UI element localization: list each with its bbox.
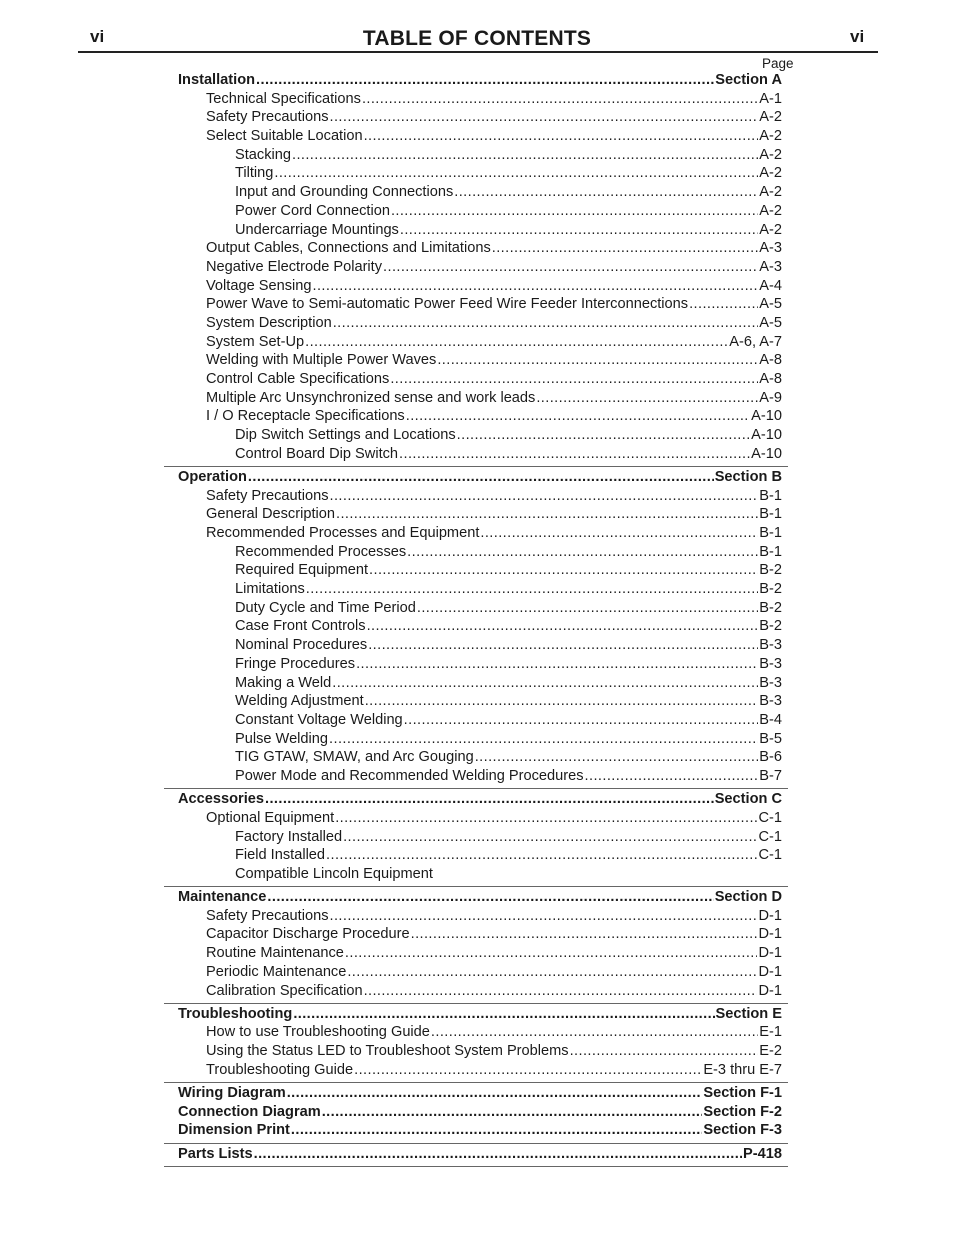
toc-entry-page: Section A [715,72,782,88]
toc-entry-title: Tilting [235,165,274,182]
dot-leader [404,712,759,728]
toc-entry-title: Routine Maintenance [206,945,344,962]
toc-entry-title: Maintenance [178,889,267,906]
section-divider [164,466,788,467]
toc-entry-title: TIG GTAW, SMAW, and Arc Gouging [235,749,474,766]
toc-entry[interactable] [178,866,782,885]
toc-entry[interactable] [178,768,782,787]
toc-entry-page: A-5 [759,314,782,331]
dot-leader [335,810,757,826]
toc-entry-page: B-3 [759,637,782,654]
toc-entry-page: A-2 [759,128,782,145]
dot-leader [365,693,759,709]
toc-entry-page: A-4 [759,277,782,294]
dot-leader [347,964,757,980]
dot-leader [454,184,758,200]
toc-entry-title: Pulse Welding [235,730,329,747]
toc-entry-title: Fringe Procedures [235,655,356,672]
toc-entry-page: B-2 [759,581,782,598]
toc-entry-page: D-1 [758,926,782,943]
toc-entry-title: Dip Switch Settings and Locations [235,427,456,444]
toc-entry[interactable] [178,147,782,166]
toc-entry-title: System Description [206,314,332,331]
dot-leader [293,1006,714,1022]
toc-entry-page: A-6, A-7 [729,333,782,350]
section-divider [164,1082,788,1083]
toc-entry-title: Safety Precautions [206,907,329,924]
toc-entry-title: Undercarriage Mountings [235,221,399,238]
toc-entry-title: Operation [178,468,247,485]
toc-entry-page: A-10 [751,445,782,462]
toc-section-entry[interactable] [178,1146,782,1165]
toc-entry[interactable] [178,334,782,353]
toc-entry-title: Power Cord Connection [235,202,390,219]
dot-leader [417,600,758,616]
toc-entry-title: Dimension Print [178,1122,290,1139]
toc-entry-title: Recommended Processes [235,543,407,560]
toc-entry[interactable] [178,222,782,241]
dot-leader [368,637,758,653]
toc-entry-page: A-8 [759,352,782,369]
toc-entry[interactable] [178,488,782,507]
dot-leader [536,390,758,406]
toc-entry-title: Nominal Procedures [235,637,368,654]
toc-entry-page: A-1 [759,90,782,107]
toc-entry-title: Field Installed [235,847,326,864]
dot-leader [411,926,758,942]
toc-entry[interactable] [178,427,782,446]
toc-entry[interactable] [178,352,782,371]
toc-entry-title: Calibration Specification [206,982,363,999]
dot-leader [336,506,758,522]
dot-leader [431,1024,758,1040]
toc-entry[interactable] [178,600,782,619]
toc-entry-page: A-3 [759,258,782,275]
toc-entry-title: Select Suitable Location [206,128,363,145]
dot-leader [330,488,759,504]
toc-entry-page: B-5 [759,730,782,747]
toc-entry[interactable] [178,562,782,581]
toc-entry-title: Voltage Sensing [206,277,312,294]
toc-entry[interactable] [178,749,782,768]
toc-entry[interactable] [178,203,782,222]
toc-entry-title: Parts Lists [178,1145,253,1162]
toc-entry-title: Optional Equipment [206,809,335,826]
toc-entry-page: A-8 [759,371,782,387]
toc-entry-page: E-3 thru E-7 [703,1061,782,1078]
toc-entry[interactable] [178,128,782,147]
title-rule [78,51,878,53]
toc-entry-page: B-1 [759,525,782,541]
toc-section-entry[interactable] [178,889,782,908]
toc-entry-title: Using the Status LED to Troubleshoot System Problems [206,1043,569,1060]
toc-entry-page: C-1 [758,809,782,826]
toc-entry-page: A-2 [759,165,782,182]
toc-entry-page: C-1 [758,828,782,845]
toc-entry-page: Section C [714,791,782,808]
toc-entry-page: B-2 [759,599,782,616]
toc-entry-title: System Set-Up [206,333,305,350]
dot-leader [367,618,759,634]
toc-entry[interactable] [178,544,782,563]
toc-entry-title: Constant Voltage Welding [235,711,403,728]
toc-entry-page: P-418 [743,1145,782,1162]
dot-leader [292,147,758,163]
toc-entry[interactable] [178,581,782,600]
toc-entry[interactable] [178,810,782,829]
toc-entry[interactable] [178,1062,782,1081]
toc-entry[interactable] [178,712,782,731]
dot-leader [356,656,758,672]
toc-entry[interactable] [178,1043,782,1062]
toc-entry-page: A-9 [759,389,782,406]
toc-entry-page: B-2 [759,618,782,635]
toc-entry-title: Control Board Dip Switch [235,445,399,462]
dot-leader [407,544,758,560]
dot-leader [345,945,758,961]
toc-entry-title: Power Mode and Recommended Welding Procedures [235,767,584,784]
toc-entry[interactable] [178,240,782,259]
toc-entry-title: Compatible Lincoln Equipment [235,865,433,882]
toc-section-entry[interactable] [178,469,782,488]
dot-leader [329,731,758,747]
dot-leader [254,1146,742,1162]
toc-entry-title: Technical Specifications [206,90,361,107]
dot-leader [265,791,714,807]
toc-entry[interactable] [178,259,782,278]
dot-leader [267,889,713,905]
toc-entry-page: D-1 [758,907,782,924]
dot-leader [305,334,728,350]
dot-leader [256,72,714,88]
toc-entry-title: Connection Diagram [178,1103,321,1120]
toc-entry[interactable] [178,506,782,525]
toc-section-entry[interactable] [178,1122,782,1141]
toc-entry-page: Section E [715,1005,782,1022]
toc-entry[interactable] [178,165,782,184]
toc-entry-title: Safety Precautions [206,487,329,504]
dot-leader [362,91,758,107]
dot-leader [333,315,759,331]
toc-entry[interactable] [178,315,782,334]
toc-entry-page: A-2 [759,202,782,219]
toc-entry-page: C-1 [758,847,782,864]
dot-leader [287,1085,703,1101]
toc-entry-title: Welding with Multiple Power Waves [206,352,437,369]
page-number-left: vi [90,27,105,46]
toc-entry[interactable] [178,618,782,637]
dot-leader [399,446,750,462]
toc-entry-page: E-1 [759,1024,782,1041]
toc-entry-page: B-1 [759,487,782,504]
toc-section-entry[interactable] [178,791,782,810]
toc-entry-title: General Description [206,506,335,523]
toc-entry-page: A-2 [759,146,782,163]
toc-entry[interactable] [178,278,782,297]
dot-leader [437,352,758,368]
toc-entry-title: Accessories [178,791,265,808]
toc-entry[interactable] [178,945,782,964]
toc-entry-title: Installation [178,72,256,88]
toc-entry-page: D-1 [758,945,782,962]
toc-entry-page: Section D [714,889,782,906]
toc-entry-page: A-10 [751,408,782,425]
page-number-right: vi [850,27,865,46]
dot-leader [400,222,758,238]
dot-leader [330,908,758,924]
dot-leader [326,847,757,863]
toc-entry-page: B-3 [759,693,782,710]
toc-entry[interactable] [178,731,782,750]
dot-leader [492,240,759,256]
dot-leader [585,768,759,784]
toc-entry-page: B-7 [759,767,782,784]
dot-leader [364,128,759,144]
dot-leader [330,109,759,125]
dot-leader [248,469,714,485]
dot-leader [274,165,758,181]
dot-leader [364,983,758,999]
toc-entry-page: B-6 [759,749,782,766]
section-divider [164,886,788,887]
toc-entry-page: B-4 [759,711,782,728]
toc-entry-page: Section F-2 [703,1103,782,1120]
toc-entry-page: A-5 [759,296,782,313]
toc-entry[interactable] [178,408,782,427]
toc-entry[interactable] [178,91,782,110]
toc-entry-title: Negative Electrode Polarity [206,258,383,275]
toc-entry-title: I / O Receptacle Specifications [206,408,405,425]
toc-entry-page: D-1 [758,982,782,999]
toc-entry-title: How to use Troubleshooting Guide [206,1024,430,1041]
toc-entry[interactable] [178,693,782,712]
dot-leader [306,581,759,597]
dot-leader [322,1104,703,1120]
toc-entry[interactable] [178,675,782,694]
toc-entry-page: A-2 [759,221,782,238]
toc-entry-title: Troubleshooting Guide [206,1061,354,1078]
table-of-contents [178,72,782,1169]
toc-entry-page: D-1 [758,963,782,980]
section-divider [164,1003,788,1004]
toc-entry-page: A-2 [759,109,782,126]
toc-entry-page: B-2 [759,562,782,579]
toc-entry[interactable] [178,109,782,128]
toc-entry[interactable] [178,983,782,1002]
toc-entry-title: Power Wave to Semi-automatic Power Feed Wire Feeder Interconnections [206,296,689,313]
dot-leader [354,1062,702,1078]
toc-entry-page: A-10 [751,427,782,444]
toc-entry[interactable] [178,525,782,544]
dot-leader [475,749,759,765]
toc-entry-title: Safety Precautions [206,109,329,126]
toc-entry-title: Multiple Arc Unsynchronized sense and work leads [206,389,536,406]
toc-entry-title: Welding Adjustment [235,693,364,710]
toc-entry-title: Case Front Controls [235,618,366,635]
dot-leader [312,278,758,294]
dot-leader [383,259,758,275]
toc-entry-page: B-1 [759,506,782,523]
dot-leader [406,408,750,424]
toc-entry[interactable] [178,964,782,983]
toc-entry[interactable] [178,656,782,675]
toc-section-entry[interactable] [178,1104,782,1123]
section-divider [164,1143,788,1144]
toc-entry[interactable] [178,908,782,927]
toc-entry-title: Capacitor Discharge Procedure [206,926,410,943]
dot-leader [480,525,758,541]
toc-entry-page: B-3 [759,655,782,672]
dot-leader [343,829,757,845]
toc-entry-title: Periodic Maintenance [206,963,347,980]
toc-entry[interactable] [178,637,782,656]
toc-entry[interactable] [178,296,782,315]
toc-entry[interactable] [178,371,782,390]
toc-entry-title: Stacking [235,146,291,163]
toc-entry-title: Making a Weld [235,674,332,691]
toc-entry[interactable] [178,390,782,409]
page-title: TABLE OF CONTENTS [362,27,592,50]
toc-entry[interactable] [178,1024,782,1043]
dot-leader [457,427,751,443]
dot-leader [291,1122,702,1138]
page-column-label: Page [762,56,794,71]
toc-entry[interactable] [178,829,782,848]
toc-entry-page: Section F-3 [703,1122,782,1139]
toc-entry-page: Section B [714,468,782,485]
dot-leader [391,203,758,219]
section-divider [164,788,788,789]
toc-section-entry[interactable] [178,1085,782,1104]
dot-leader [390,371,758,387]
dot-leader [689,296,758,312]
toc-entry-title: Input and Grounding Connections [235,184,454,201]
dot-leader [369,562,758,578]
toc-entry-page: B-1 [759,543,782,560]
toc-entry-title: Control Cable Specifications [206,371,390,387]
toc-entry-title: Troubleshooting [178,1005,293,1022]
toc-entry[interactable] [178,847,782,866]
toc-entry[interactable] [178,926,782,945]
toc-entry-page: E-2 [759,1043,782,1060]
toc-entry[interactable] [178,446,782,465]
toc-section-entry[interactable] [178,1006,782,1025]
toc-section-entry[interactable] [178,72,782,91]
toc-entry-page: A-2 [759,184,782,201]
toc-entry[interactable] [178,184,782,203]
toc-entry-title: Factory Installed [235,828,343,845]
toc-entry-title: Required Equipment [235,562,369,579]
toc-entry-title: Duty Cycle and Time Period [235,599,416,616]
toc-entry-page: Section F-1 [703,1084,782,1101]
toc-entry-title: Recommended Processes and Equipment [206,525,480,541]
toc-entry-title: Output Cables, Connections and Limitations [206,240,491,257]
toc-entry-page: A-3 [759,240,782,257]
dot-leader [332,675,758,691]
toc-entry-page: B-3 [759,674,782,691]
toc-entry-title: Wiring Diagram [178,1084,286,1101]
dot-leader [570,1043,759,1059]
section-divider [164,1166,788,1167]
toc-entry-title: Limitations [235,581,305,598]
